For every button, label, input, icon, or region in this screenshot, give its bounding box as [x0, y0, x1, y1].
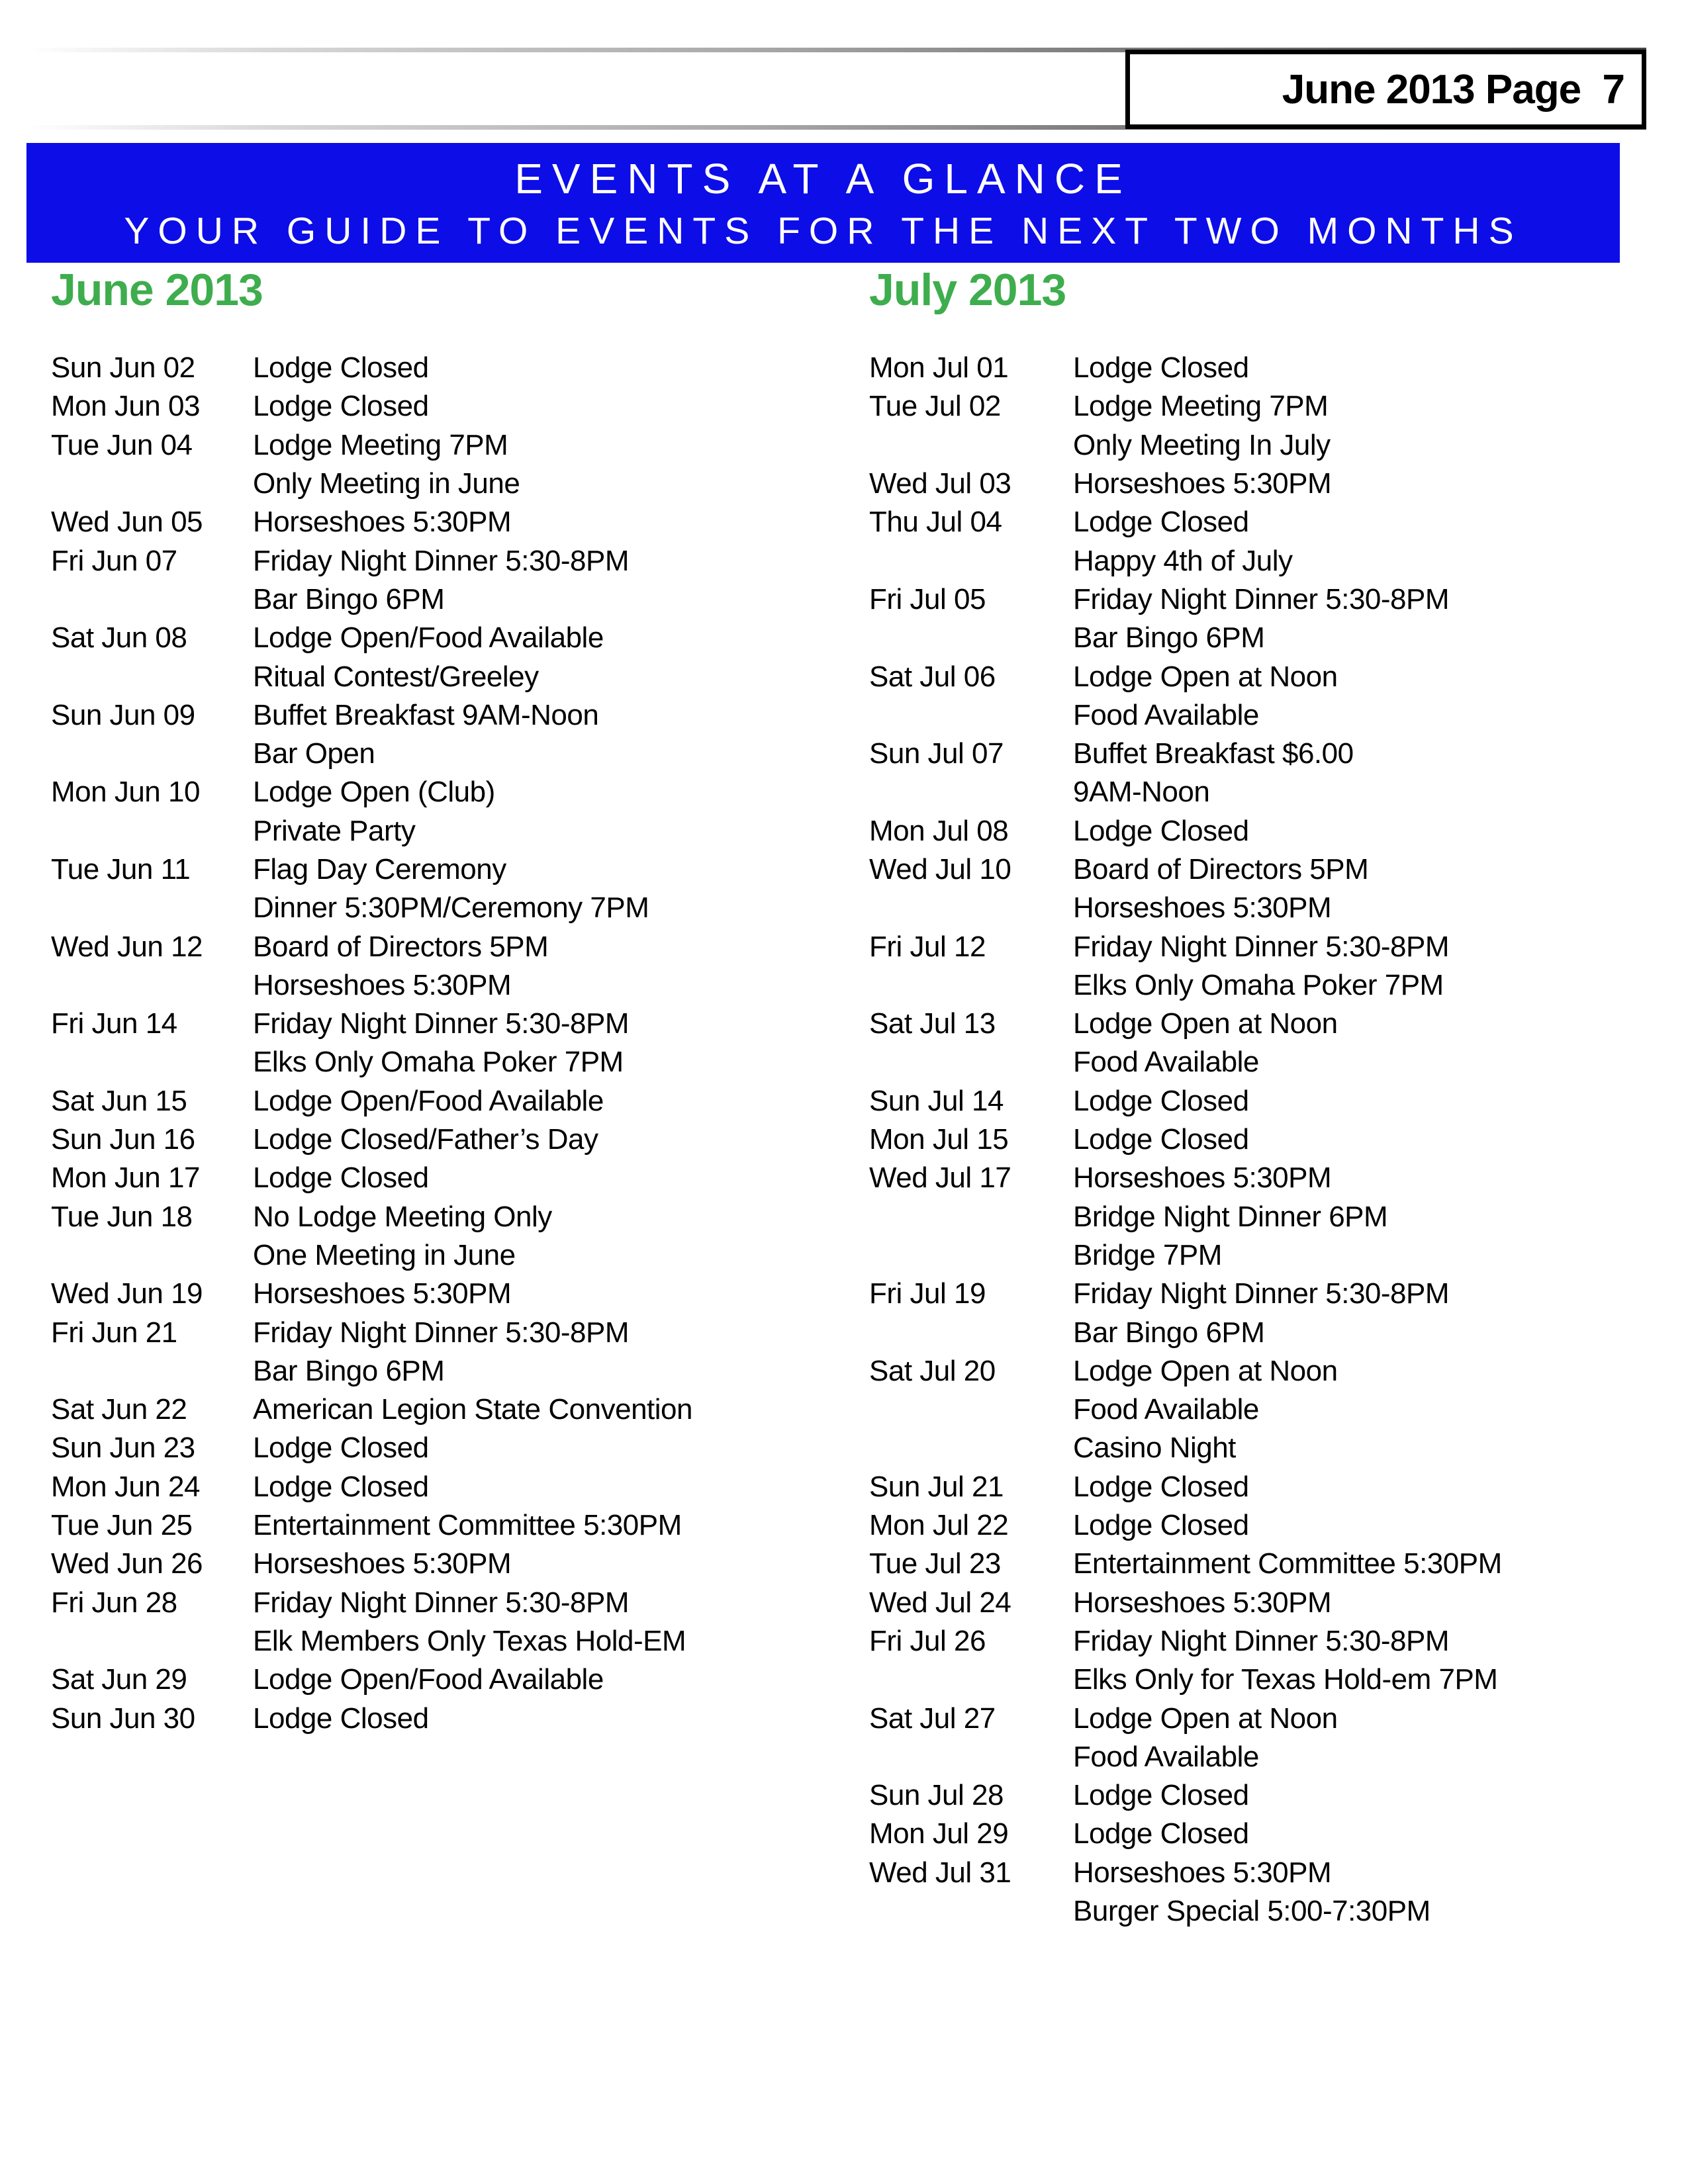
event-description: Friday Night Dinner 5:30-8PM: [253, 1586, 630, 1619]
event-row: [51, 1661, 839, 1699]
event-date: Wed Jul 17: [869, 1161, 1011, 1195]
event-row: [51, 1622, 839, 1661]
event-description: Lodge Closed: [1073, 814, 1249, 847]
event-row: [869, 889, 1657, 927]
page-header-title: June 2013 Page 7: [1282, 66, 1624, 113]
event-row: [51, 773, 839, 811]
event-description: Lodge Closed: [1073, 1470, 1249, 1503]
event-description: Board of Directors 5PM: [253, 930, 549, 963]
event-date: Tue Jun 25: [51, 1509, 193, 1542]
event-row: [869, 426, 1657, 465]
event-date: Sun Jul 28: [869, 1779, 1004, 1812]
banner-subtitle: YOUR GUIDE TO EVENTS FOR THE NEXT TWO MONTHS: [124, 209, 1523, 252]
event-date: Sat Jul 06: [869, 660, 996, 693]
event-date: Wed Jun 19: [51, 1277, 203, 1310]
event-description: Lodge Open at Noon: [1073, 660, 1338, 693]
event-description: Lodge Closed: [253, 1470, 429, 1503]
event-row: [869, 503, 1657, 541]
event-row: [51, 541, 839, 580]
event-date: Wed Jul 10: [869, 853, 1011, 886]
event-description: Lodge Closed: [253, 1702, 429, 1735]
event-row: [51, 696, 839, 735]
event-description: Buffet Breakfast 9AM-Noon: [253, 698, 599, 731]
event-date: Sun Jun 16: [51, 1123, 195, 1156]
event-date: Sat Jun 29: [51, 1663, 187, 1696]
event-date: Tue Jun 04: [51, 428, 193, 461]
event-row: [869, 966, 1657, 1005]
event-description: Elks Only for Texas Hold-em 7PM: [1073, 1663, 1498, 1696]
event-description: Bar Bingo 6PM: [253, 582, 445, 615]
event-description: Horseshoes 5:30PM: [1073, 1856, 1332, 1889]
event-date: Wed Jun 12: [51, 930, 203, 963]
event-description: Lodge Open/Food Available: [253, 621, 604, 655]
event-row: [869, 1584, 1657, 1622]
event-description: Friday Night Dinner 5:30-8PM: [253, 544, 630, 577]
event-row: [51, 1584, 839, 1622]
event-row: [869, 1815, 1657, 1853]
event-description: Lodge Open at Noon: [1073, 1702, 1338, 1735]
event-description: Horseshoes 5:30PM: [253, 506, 512, 539]
event-date: Sat Jul 20: [869, 1354, 996, 1387]
event-row: [869, 1661, 1657, 1699]
event-date: Wed Jul 03: [869, 467, 1011, 500]
event-row: [869, 1005, 1657, 1043]
event-row: [869, 580, 1657, 619]
event-description: Entertainment Committee 5:30PM: [253, 1509, 682, 1542]
event-description: Private Party: [253, 814, 416, 847]
event-row: [869, 850, 1657, 889]
event-description: Lodge Closed: [253, 351, 429, 385]
june-events-list: [51, 349, 839, 1738]
event-date: Sun Jun 30: [51, 1702, 195, 1735]
event-row: [51, 657, 839, 696]
event-row: [869, 1892, 1657, 1931]
event-description: Only Meeting In July: [1073, 428, 1331, 461]
event-description: Lodge Open at Noon: [1073, 1354, 1338, 1387]
event-description: Lodge Closed: [253, 1161, 429, 1195]
event-date: Tue Jun 18: [51, 1200, 193, 1233]
event-description: Lodge Closed: [253, 1432, 429, 1465]
event-date: Fri Jul 05: [869, 582, 986, 615]
event-date: Mon Jun 24: [51, 1470, 200, 1503]
event-row: [869, 1236, 1657, 1275]
event-row: [51, 1198, 839, 1236]
event-row: [51, 387, 839, 426]
event-description: Food Available: [1073, 1393, 1259, 1426]
event-date: Mon Jul 01: [869, 351, 1009, 385]
event-description: Elks Only Omaha Poker 7PM: [253, 1046, 624, 1079]
event-row: [51, 1120, 839, 1159]
event-row: [869, 812, 1657, 850]
event-description: Bar Bingo 6PM: [1073, 1316, 1265, 1349]
event-description: Lodge Closed: [1073, 1123, 1249, 1156]
event-date: Thu Jul 04: [869, 506, 1002, 539]
event-description: Elks Only Omaha Poker 7PM: [1073, 968, 1444, 1001]
event-description: Bridge 7PM: [1073, 1238, 1222, 1271]
event-row: [51, 1082, 839, 1120]
event-description: Lodge Meeting 7PM: [253, 428, 508, 461]
event-description: Horseshoes 5:30PM: [253, 968, 512, 1001]
event-description: Friday Night Dinner 5:30-8PM: [1073, 1277, 1450, 1310]
event-description: 9AM-Noon: [1073, 776, 1210, 809]
event-description: Food Available: [1073, 698, 1259, 731]
event-row: [869, 927, 1657, 966]
event-row: [51, 1275, 839, 1313]
event-date: Fri Jun 14: [51, 1007, 177, 1040]
event-row: [869, 1545, 1657, 1583]
event-date: Fri Jun 28: [51, 1586, 177, 1619]
event-row: [869, 1082, 1657, 1120]
event-description: One Meeting in June: [253, 1238, 516, 1271]
event-description: Lodge Closed: [253, 390, 429, 423]
event-date: Wed Jun 26: [51, 1547, 203, 1580]
event-description: Lodge Meeting 7PM: [1073, 390, 1329, 423]
event-row: [869, 387, 1657, 426]
event-date: Fri Jun 07: [51, 544, 177, 577]
event-row: [51, 889, 839, 927]
event-row: [51, 349, 839, 387]
event-description: Horseshoes 5:30PM: [253, 1277, 512, 1310]
event-description: Bar Bingo 6PM: [1073, 621, 1265, 655]
event-date: Mon Jun 10: [51, 776, 200, 809]
event-date: Tue Jun 11: [51, 853, 191, 886]
event-row: [869, 1390, 1657, 1429]
event-row: [51, 426, 839, 465]
event-date: Wed Jun 05: [51, 506, 203, 539]
event-row: [869, 619, 1657, 657]
event-row: [869, 1468, 1657, 1506]
event-row: [51, 1236, 839, 1275]
event-date: Fri Jul 26: [869, 1624, 986, 1657]
july-heading: July 2013: [869, 265, 1066, 315]
event-date: Fri Jun 21: [51, 1316, 177, 1349]
event-date: Mon Jul 15: [869, 1123, 1009, 1156]
banner-title: EVENTS AT A GLANCE: [514, 154, 1132, 203]
event-row: [51, 927, 839, 966]
event-row: [869, 349, 1657, 387]
event-date: Sat Jun 22: [51, 1393, 187, 1426]
event-date: Mon Jul 22: [869, 1509, 1009, 1542]
event-description: Friday Night Dinner 5:30-8PM: [1073, 930, 1450, 963]
july-events-list: [869, 349, 1657, 1931]
event-description: Lodge Closed: [1073, 506, 1249, 539]
event-date: Fri Jul 12: [869, 930, 986, 963]
event-description: Buffet Breakfast $6.00: [1073, 737, 1354, 770]
event-row: [51, 465, 839, 503]
event-row: [51, 1468, 839, 1506]
event-row: [869, 1198, 1657, 1236]
event-row: [869, 1776, 1657, 1815]
event-row: [51, 735, 839, 773]
event-description: Friday Night Dinner 5:30-8PM: [1073, 582, 1450, 615]
event-row: [51, 503, 839, 541]
event-row: [869, 1699, 1657, 1737]
event-row: [869, 696, 1657, 735]
event-row: [51, 812, 839, 850]
event-description: Lodge Closed: [1073, 1817, 1249, 1850]
event-date: Sun Jul 07: [869, 737, 1004, 770]
event-row: [869, 1352, 1657, 1390]
event-date: Sun Jun 23: [51, 1432, 195, 1465]
event-description: Friday Night Dinner 5:30-8PM: [1073, 1624, 1450, 1657]
event-description: Only Meeting in June: [253, 467, 520, 500]
june-heading: June 2013: [51, 265, 263, 315]
event-row: [51, 850, 839, 889]
event-date: Sat Jul 27: [869, 1702, 996, 1735]
event-row: [869, 1043, 1657, 1081]
event-description: Friday Night Dinner 5:30-8PM: [253, 1316, 630, 1349]
event-description: Lodge Open (Club): [253, 776, 495, 809]
event-row: [869, 1506, 1657, 1545]
event-row: [51, 966, 839, 1005]
event-description: Horseshoes 5:30PM: [253, 1547, 512, 1580]
event-description: Bar Open: [253, 737, 375, 770]
event-description: Lodge Open at Noon: [1073, 1007, 1338, 1040]
event-row: [51, 1043, 839, 1081]
event-date: Wed Jul 24: [869, 1586, 1011, 1619]
event-row: [869, 1120, 1657, 1159]
event-description: Happy 4th of July: [1073, 544, 1293, 577]
event-row: [869, 1429, 1657, 1467]
event-description: Friday Night Dinner 5:30-8PM: [253, 1007, 630, 1040]
event-row: [51, 1005, 839, 1043]
event-description: Burger Special 5:00-7:30PM: [1073, 1895, 1430, 1928]
event-date: Tue Jul 02: [869, 390, 1001, 423]
event-description: No Lodge Meeting Only: [253, 1200, 552, 1233]
event-description: Ritual Contest/Greeley: [253, 660, 539, 693]
event-row: [869, 1622, 1657, 1661]
events-banner: [26, 143, 1620, 263]
event-row: [51, 1699, 839, 1737]
event-description: Lodge Closed: [1073, 1779, 1249, 1812]
event-description: Entertainment Committee 5:30PM: [1073, 1547, 1502, 1580]
event-description: Elk Members Only Texas Hold-EM: [253, 1624, 686, 1657]
event-date: Sun Jun 02: [51, 351, 195, 385]
event-date: Mon Jun 03: [51, 390, 200, 423]
event-row: [869, 465, 1657, 503]
event-description: American Legion State Convention: [253, 1393, 692, 1426]
event-date: Fri Jul 19: [869, 1277, 986, 1310]
event-row: [869, 735, 1657, 773]
event-row: [869, 541, 1657, 580]
event-date: Wed Jul 31: [869, 1856, 1011, 1889]
event-row: [869, 1159, 1657, 1197]
event-date: Sun Jun 09: [51, 698, 195, 731]
event-description: Horseshoes 5:30PM: [1073, 1586, 1332, 1619]
event-date: Sun Jul 14: [869, 1084, 1004, 1117]
event-description: Food Available: [1073, 1046, 1259, 1079]
event-row: [869, 1313, 1657, 1351]
event-row: [869, 1275, 1657, 1313]
event-date: Tue Jul 23: [869, 1547, 1001, 1580]
event-row: [869, 1738, 1657, 1776]
event-row: [51, 1390, 839, 1429]
event-row: [51, 1313, 839, 1351]
event-date: Mon Jul 29: [869, 1817, 1009, 1850]
event-row: [51, 1159, 839, 1197]
event-description: Flag Day Ceremony: [253, 853, 506, 886]
event-description: Horseshoes 5:30PM: [1073, 467, 1332, 500]
event-row: [51, 1429, 839, 1467]
event-date: Sat Jun 15: [51, 1084, 187, 1117]
event-description: Lodge Open/Food Available: [253, 1084, 604, 1117]
event-row: [51, 1352, 839, 1390]
event-description: Lodge Closed: [1073, 1509, 1249, 1542]
event-date: Sat Jul 13: [869, 1007, 996, 1040]
event-description: Lodge Open/Food Available: [253, 1663, 604, 1696]
event-row: [869, 657, 1657, 696]
event-row: [51, 619, 839, 657]
event-row: [869, 773, 1657, 811]
event-row: [51, 580, 839, 619]
event-description: Dinner 5:30PM/Ceremony 7PM: [253, 891, 649, 925]
event-description: Bridge Night Dinner 6PM: [1073, 1200, 1388, 1233]
event-date: Mon Jun 17: [51, 1161, 200, 1195]
event-description: Board of Directors 5PM: [1073, 853, 1369, 886]
event-description: Bar Bingo 6PM: [253, 1354, 445, 1387]
event-description: Horseshoes 5:30PM: [1073, 1161, 1332, 1195]
event-date: Sat Jun 08: [51, 621, 187, 655]
event-date: Sun Jul 21: [869, 1470, 1004, 1503]
event-date: Mon Jul 08: [869, 814, 1009, 847]
event-description: Casino Night: [1073, 1432, 1236, 1465]
page-header-box: [1125, 50, 1646, 129]
event-row: [51, 1545, 839, 1583]
event-description: Lodge Closed: [1073, 1084, 1249, 1117]
event-description: Food Available: [1073, 1740, 1259, 1773]
event-row: [51, 1506, 839, 1545]
event-description: Horseshoes 5:30PM: [1073, 891, 1332, 925]
event-description: Lodge Closed: [1073, 351, 1249, 385]
event-description: Lodge Closed/Father’s Day: [253, 1123, 598, 1156]
event-row: [869, 1854, 1657, 1892]
